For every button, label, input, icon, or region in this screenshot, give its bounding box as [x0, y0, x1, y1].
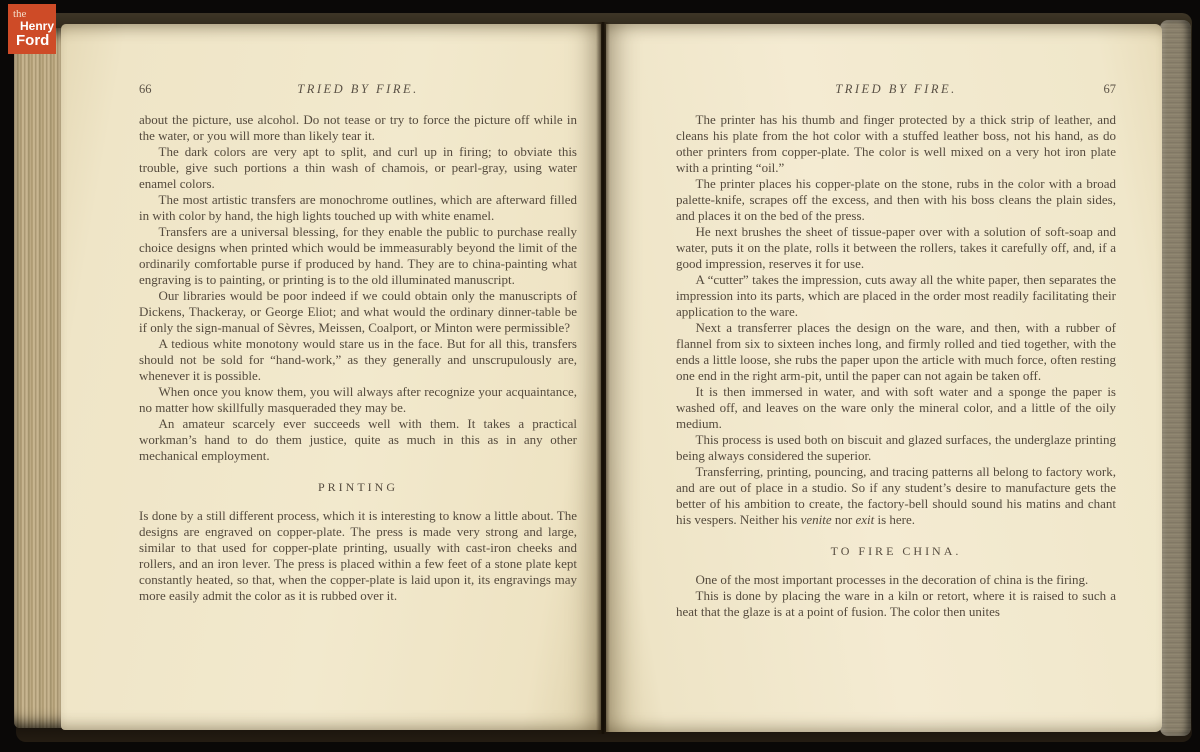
paragraph: Transfers are a universal blessing, for they enable the public to purchase really choice designs when printed which would be immeasurably beyond the limit of the ordinarily comfortable purse if produced by hand. They are to china-painting what engraving is to painting, or printing is to the old illuminated manuscript. [139, 224, 577, 287]
paragraph: A “cutter” takes the impression, cuts away all the white paper, then separates the impression into its parts, which are placed in the order most readily facilitating their application to the ware. [676, 272, 1116, 319]
paragraph: An amateur scarcely ever succeeds well with them. It takes a practical workman’s hand to do them justice, quite as much in this as in any other mechanical employment. [139, 416, 577, 463]
henry-ford-logo [8, 4, 56, 54]
paragraph: Our libraries would be poor indeed if we could obtain only the manuscripts of Dickens, Thackeray, or George Eliot; and what would the ordinary dinner-table be if only the sign-manual of Sèvres, Meissen, Coalport, or Minton were permissible? [139, 288, 577, 335]
book-binding [1160, 20, 1191, 736]
paragraph: When once you know them, you will always after recognize your acquaintance, no matter how skillfully masqueraded they may be. [139, 384, 577, 415]
paragraph: One of the most important processes in the decoration of china is the firing. [695, 572, 1089, 587]
paragraph: The most artistic transfers are monochrome outlines, which are afterward filled in with color by hand, the high lights touched up with white enamel. [139, 192, 577, 223]
paragraph: Next a transferrer places the design on the ware, and then, with a rubber of flannel from six to sixteen inches long, and firmly rolled and tied together, with the ends a little loose, she rubs the paper upon the article with much force, often resting one end in the right arm-pit, until the paper can not again be taken off. [676, 320, 1116, 383]
book-gutter [596, 22, 610, 734]
running-title-left: TRIED BY FIRE. [297, 82, 419, 96]
book-page-right [606, 24, 1162, 732]
paragraph: Transferring, printing, pouncing, and tracing patterns all belong to factory work, and are out of place in a studio. So if any student’s desire to manufacture gets the better of his ambition to create, the factory-bell should sound his matins and chant his vespers. Neither his venite nor exit is here. [676, 464, 1116, 527]
running-title-right: TRIED BY FIRE. [835, 82, 957, 96]
page-number-right: 67 [1103, 82, 1116, 96]
paragraph: The printer has his thumb and finger protected by a thick strip of leather, and cleans his plate from the hot color with a stuffed leather boss, not his hand, as do other printers from copper-plate. The color is well mixed on a very hot iron plate with a printing “oil.” [676, 112, 1116, 175]
paragraph: A tedious white monotony would stare us in the face. But for all this, transfers should not be sold for “hand-work,” as they generally and unscrupulously are, whenever it is possible. [139, 336, 577, 383]
book-page-left [61, 24, 601, 730]
page-body-left [139, 112, 577, 604]
logo-text-the: the [13, 8, 27, 20]
paragraph: He next brushes the sheet of tissue-paper over with a solution of soft-soap and water, puts it on the plate, rolls it between the rollers, takes it carefully off, and, if a good impression, reserves it for use. [676, 224, 1116, 271]
page-edges-stack [14, 28, 64, 728]
paragraph: This process is used both on biscuit and glazed surfaces, the underglaze printing being always considered the superior. [676, 432, 1116, 463]
running-header-left [139, 82, 577, 97]
page-body-right [676, 112, 1116, 620]
page-number-left: 66 [139, 82, 152, 96]
section-heading: TO FIRE CHINA. [830, 544, 962, 558]
paragraph: Is done by a still different process, which it is interesting to know a little about. The designs are engraved on copper-plate. The press is made very strong and large, similar to that used for copper-plate printing, usually with cast-iron cheeks and rollers, and an iron lever. The press is placed within a few feet of a stone plate kept constantly heated, so that, when the copper-plate is laid upon it, its engravings may more easily admit the color as it is rubbed over it. [139, 508, 577, 603]
paragraph: The printer places his copper-plate on the stone, rubs in the color with a broad palette-knife, scrapes off the excess, and then with his boss cleans the plain sides, and places it on the bed of the press. [676, 176, 1116, 223]
paragraph: This is done by placing the ware in a kiln or retort, where it is raised to such a heat that the glaze is at a point of fusion. The color then unites [676, 588, 1116, 619]
logo-text-ford: Ford [16, 32, 50, 49]
section-heading: PRINTING [318, 480, 398, 494]
running-header-right [676, 82, 1116, 97]
paragraph: about the picture, use alcohol. Do not tease or try to force the picture off while in the water, or you will more than likely tear it. [139, 112, 577, 143]
logo-text-henry: Henry [20, 19, 55, 33]
paragraph: It is then immersed in water, and with soft water and a sponge the paper is washed off, and leaves on the ware only the mineral color, and a little of the oily medium. [676, 384, 1116, 431]
paragraph: The dark colors are very apt to split, and curl up in firing; to obviate this trouble, give such portions a thin wash of chamois, or pearl-gray, using water enamel colors. [139, 144, 577, 191]
